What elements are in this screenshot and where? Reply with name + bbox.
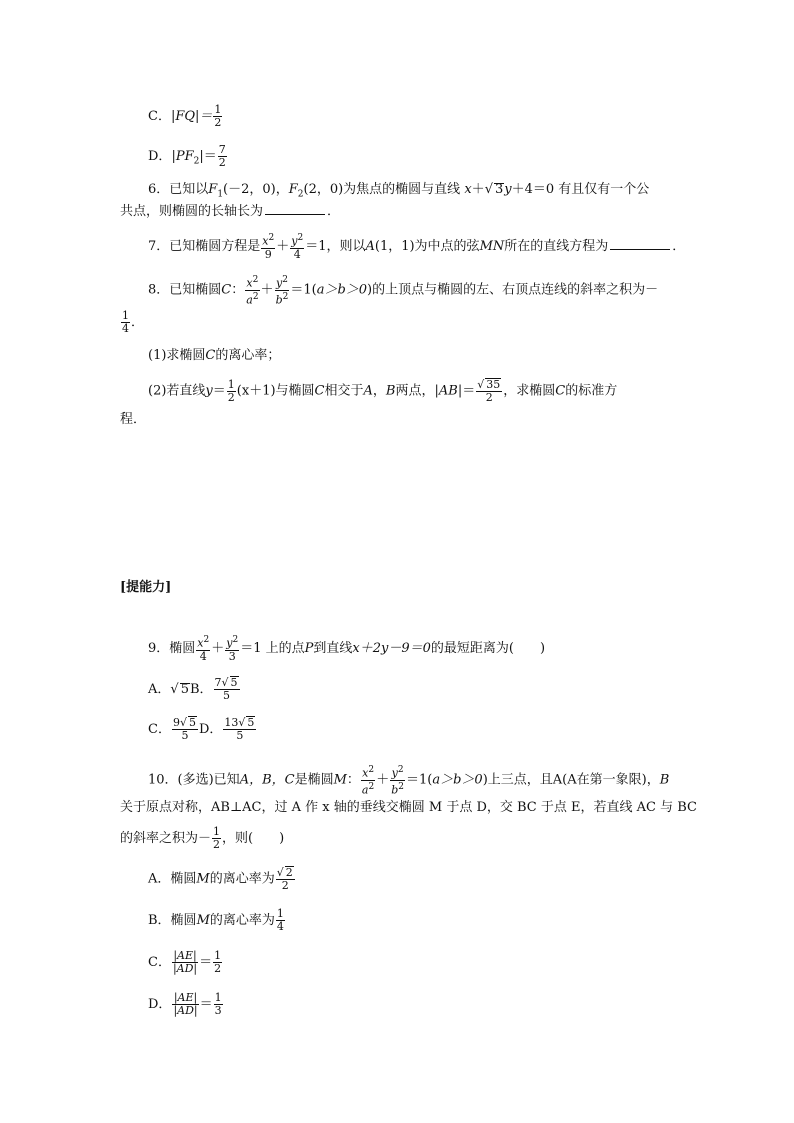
- q6-line1: 6．已知以$F_1(-2$，0)，$F_2(2$，0)为焦点的椭圆与直线 x＋√ 3y＋4＝0 有且仅有一个公: [148, 182, 650, 200]
- q10-line3: 的斜率之积为－ $\frac{1}{2}$ ，则( ): [120, 825, 285, 851]
- q10-line2: 关于原点对称，AB⊥AC，过 A 作 x 轴的垂线交椭圆 M 于点 D，交 BC 于点 E，若直线 AC 与 BC: [120, 800, 697, 815]
- q8-part2: (2)若直线y＝ $\frac{1}{2}$ (x＋1)与椭圆C相交于A，B两点，|AB|＝ $\frac{√ 35}{2}$ ，求椭圆C的标准方: [148, 377, 618, 404]
- answer-blank[interactable]: [265, 202, 325, 215]
- answer-blank[interactable]: [610, 237, 670, 250]
- q9-option-c[interactable]: C． $\frac{9√ 5}{5}$: [148, 716, 196, 742]
- q6-line2: 共点，则椭圆的长轴长为 ．: [120, 204, 341, 219]
- q9-options-cd: [148, 716, 257, 742]
- q5-option-d: D．$|PF_2|=$ $\frac{7}{2}$: [148, 143, 226, 169]
- q8-line1-wrap: $\frac{1}{4}$ ．: [122, 309, 145, 335]
- q8-part1: (1)求椭圆C的离心率；: [148, 348, 281, 363]
- q10-option-b[interactable]: B．椭圆M的离心率为 $\frac{1}{4}$: [148, 907, 284, 933]
- q9-option-d[interactable]: D． $\frac{13√ 5}{5}$: [198, 716, 255, 742]
- q5-option-c: C．|FQ|＝ $\frac{1}{2}$: [148, 103, 222, 129]
- q10-option-c[interactable]: C． $\frac{|AE|}{|AD|}$ ＝ $\frac{1}{2}$: [148, 949, 222, 975]
- q9-options-ab: [148, 676, 241, 702]
- q9-option-a[interactable]: A．√ 5: [148, 681, 189, 697]
- q7: 7．已知椭圆方程是 $\frac{x^2}{9}$ ＋ $\frac{y^2}{4}$ ＝1，则以A(1，1)为中点的弦MN所在的直线方程为 ．: [148, 233, 686, 261]
- q10-option-d[interactable]: D． $\frac{|AE|}{|AD|}$ ＝ $\frac{1}{3}$: [148, 991, 222, 1017]
- section-heading: [提能力]: [120, 580, 172, 595]
- q10-line1: 10．(多选)已知A，B，C是椭圆M： $\frac{x^2}{a^2}$ ＋ $\frac{y^2}{b^2}$ ＝1(a＞b＞0)上三点，且A(A在第一象限)，B: [148, 765, 670, 797]
- q8-part2-wrap: 程．: [120, 412, 147, 427]
- q10-option-a[interactable]: A．椭圆M的离心率为 $\frac{√ 2}{2}$: [148, 866, 293, 892]
- q9-stem: 9．椭圆 $\frac{x^2}{4}$ ＋ $\frac{y^2}{3}$ ＝1 上的点P到直线x＋2y－9＝0的最短距离为( ): [148, 635, 546, 663]
- q9-option-b[interactable]: B． $\frac{7√ 5}{5}$: [189, 676, 238, 702]
- q8-line1: 8．已知椭圆C： $\frac{x^2}{a^2}$ ＋ $\frac{y^2}{b^2}$ ＝1(a＞b＞0)的上顶点与椭圆的左、右顶点连线的斜率之积为－: [148, 275, 659, 307]
